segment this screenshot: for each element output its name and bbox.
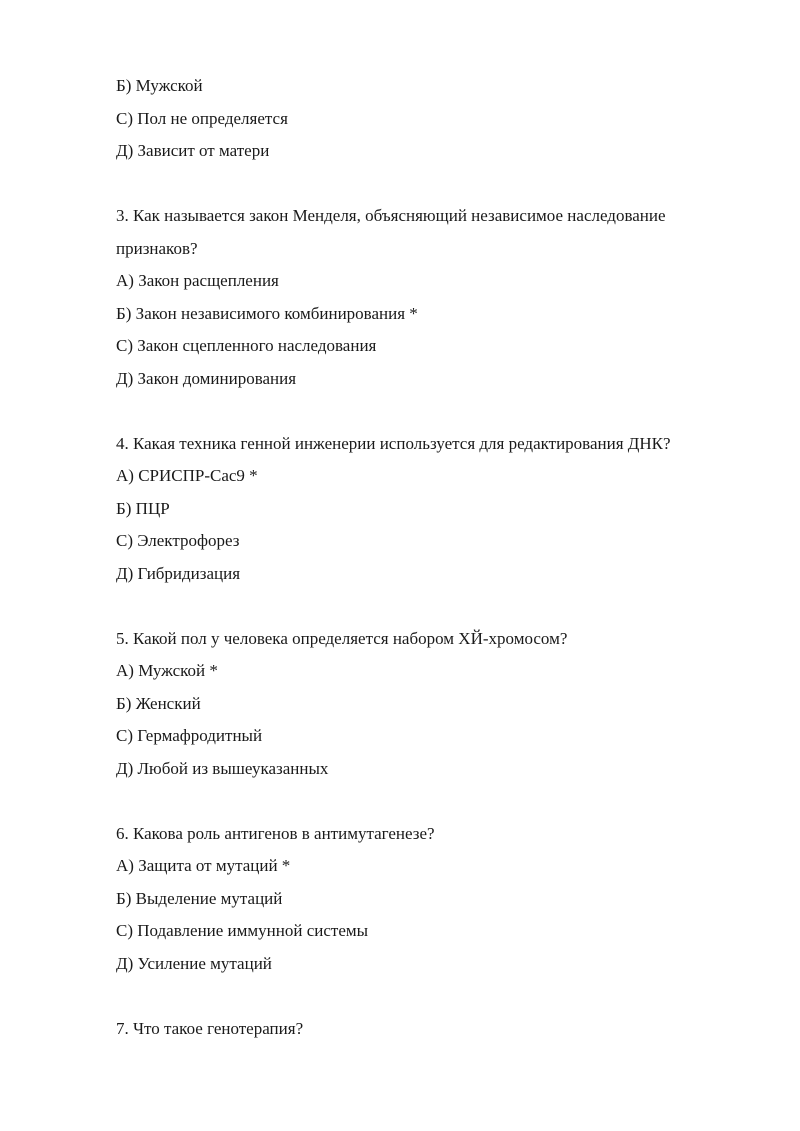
answer-option: Д) Зависит от матери — [116, 141, 270, 160]
answer-option: А) Защита от мутаций * — [116, 856, 291, 875]
answer-option: С) Пол не определяется — [116, 108, 288, 128]
answer-option: А) Мужской * — [116, 661, 218, 680]
question-block-5 — [116, 623, 756, 786]
answer-option: А) СРИСПР-Сас9 * — [116, 466, 258, 485]
answer-option: С) Подавление иммунной системы — [116, 921, 369, 940]
answer-option: Б) Закон независимого комбинирования * — [116, 303, 418, 323]
question-block-3 — [116, 200, 756, 395]
question-text: 3. Как называется закон Менделя, объясняющий независимое наследование — [116, 206, 666, 225]
question-text: 4. Какая техника генной инженерии используется для редактирования ДНК? — [116, 433, 671, 453]
answer-option: С) Закон сцепленного наследования — [116, 336, 377, 355]
question-text: 7. Что такое генотерапия? — [116, 1018, 304, 1038]
answer-option: Д) Усиление мутаций — [116, 953, 272, 973]
lead-options — [116, 70, 756, 168]
document-page — [116, 70, 756, 1045]
question-text: 6. Какова роль антигенов в антимутагенезе? — [116, 823, 435, 843]
question-text: признаков? — [116, 238, 198, 258]
answer-option: Б) Выделение мутаций — [116, 888, 283, 908]
answer-option: Б) ПЦР — [116, 498, 170, 518]
answer-option: Д) Любой из вышеуказанных — [116, 758, 329, 778]
question-block-6 — [116, 818, 756, 981]
answer-option: Д) Гибридизация — [116, 563, 241, 583]
question-block-7 — [116, 1013, 756, 1046]
answer-option: Б) Женский — [116, 693, 201, 713]
answer-option: Б) Мужской — [116, 76, 203, 95]
answer-option: А) Закон расщепления — [116, 271, 279, 290]
answer-option: С) Гермафродитный — [116, 726, 263, 745]
answer-option: С) Электрофорез — [116, 531, 240, 550]
question-text: 5. Какой пол у человека определяется набором ХЙ-хромосом? — [116, 628, 568, 648]
answer-option: Д) Закон доминирования — [116, 368, 297, 388]
question-block-4 — [116, 428, 756, 591]
